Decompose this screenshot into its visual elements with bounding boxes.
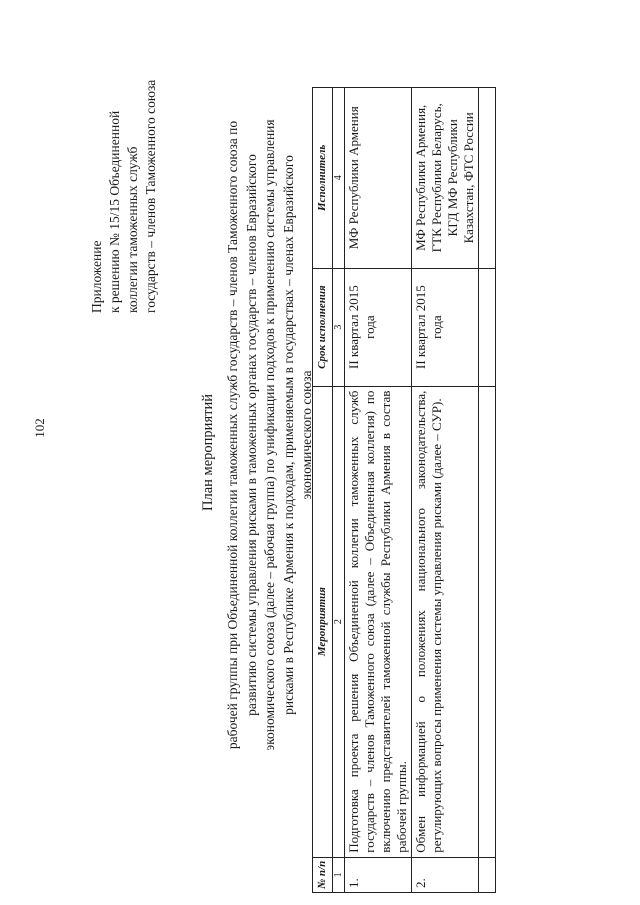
column-number: 2 bbox=[333, 386, 345, 857]
page-number: 102 bbox=[31, 418, 47, 438]
row-executor: МФ Республики Армения, ГТК Республики Беларусь, КГД МФ Республики Казахстан, ФТС России bbox=[412, 88, 479, 269]
appendix-block bbox=[88, 53, 160, 313]
column-number: 3 bbox=[333, 268, 345, 386]
header-term: Срок исполнения bbox=[313, 268, 333, 386]
row-term: II квартал 2015 года bbox=[345, 268, 412, 386]
plan-table bbox=[312, 87, 496, 893]
header-num: № п/п bbox=[313, 857, 333, 892]
column-numbers-row bbox=[333, 88, 345, 893]
plan-description: рабочей группы при Объединенной коллегии таможенных служб государств – членов Таможенного союза по развитию системы управления рисками в таможенных органах государств – членов Евразийского экономического союза (далее – рабочая группа) по унификации подходов к применению системы управления рисками в Республике Армения к подходам, применяемым в государствах – членах Евразийского экономического союза bbox=[225, 119, 314, 751]
appendix-line: коллегии таможенных служб bbox=[125, 146, 140, 313]
empty-cell bbox=[479, 857, 496, 892]
empty-cell bbox=[479, 88, 496, 269]
column-number: 4 bbox=[333, 88, 345, 269]
table-row bbox=[345, 88, 412, 893]
table-row-empty bbox=[479, 88, 496, 893]
row-num: 1. bbox=[345, 857, 412, 892]
header-activity: Мероприятия bbox=[313, 386, 333, 857]
row-num: 2. bbox=[412, 857, 479, 892]
empty-cell bbox=[479, 268, 496, 386]
empty-cell bbox=[479, 386, 496, 857]
appendix-line: Приложение bbox=[89, 240, 104, 313]
appendix-line: государств – членов Таможенного союза bbox=[143, 79, 158, 313]
table-row bbox=[412, 88, 479, 893]
row-executor: МФ Республики Армения bbox=[345, 88, 412, 269]
plan-title: План мероприятий bbox=[200, 394, 216, 511]
header-executor: Исполнитель bbox=[313, 88, 333, 269]
table-header-row bbox=[313, 88, 333, 893]
row-activity: Подготовка проекта решения Объединенной коллегии таможенных служб государств – членов Таможенного союза (далее – Объединенная коллегия) по включению представителей таможенной службы Республики Армения в состав рабочей группы. bbox=[345, 386, 412, 857]
appendix-line: к решению № 15/15 Объединенной bbox=[107, 110, 122, 313]
row-term: II квартал 2015 года bbox=[412, 268, 479, 386]
column-number: 1 bbox=[333, 857, 345, 892]
row-activity: Обмен информацией о положениях национального законодательства, регулирующих вопросы применения системы управления рисками (далее – СУР). bbox=[412, 386, 479, 857]
